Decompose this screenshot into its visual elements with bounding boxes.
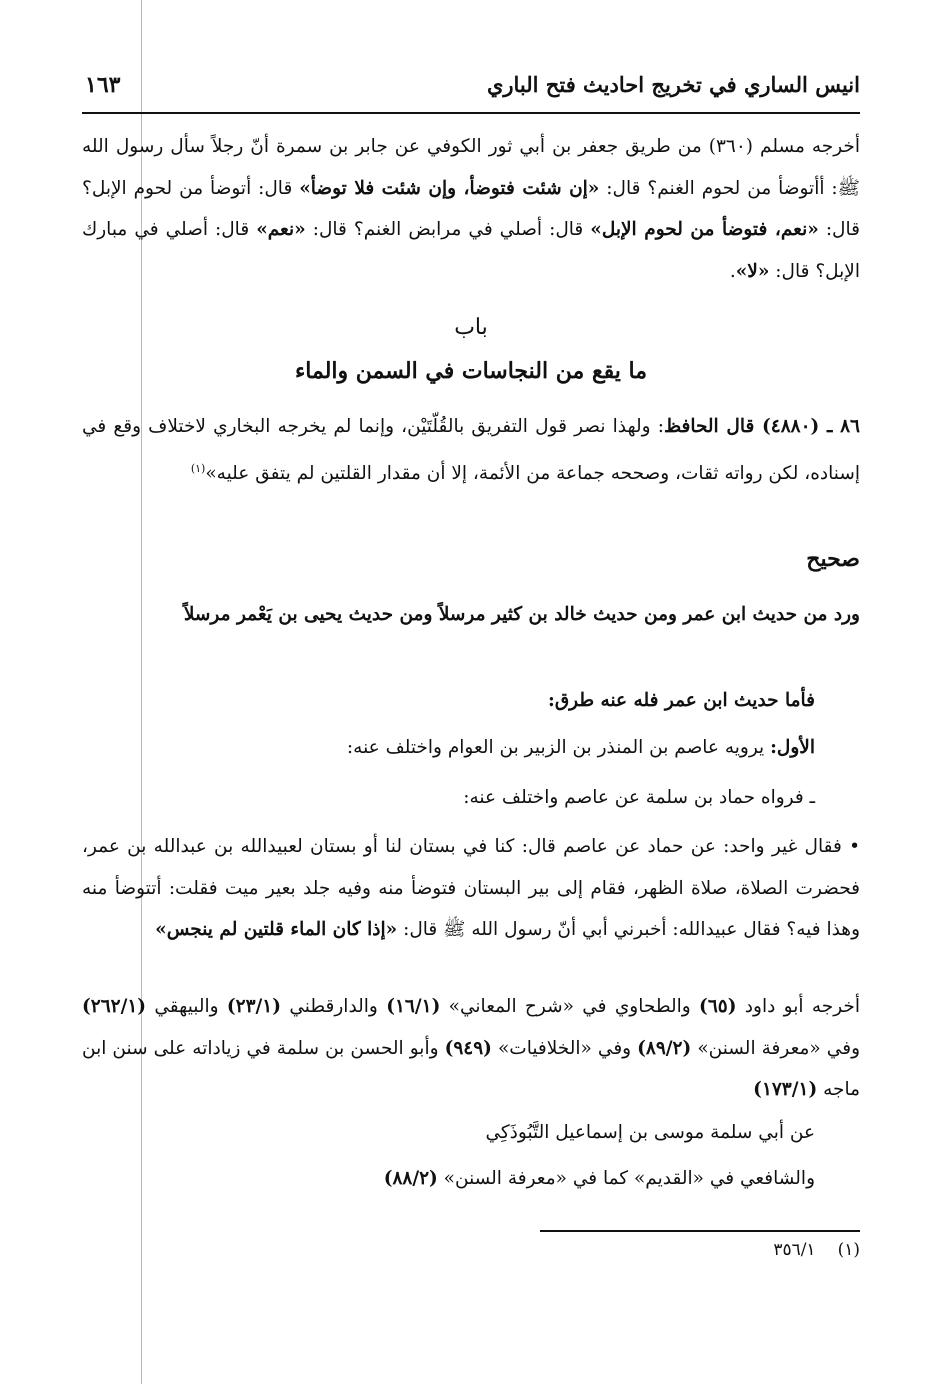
source-ref: (٢٣/١): [226, 996, 282, 1017]
first-way-text: يرويه عاصم بن المنذر بن الزبير بن العوام واختلف عنه:: [346, 737, 771, 758]
grade-heading: صحيح: [806, 546, 860, 572]
hadith-paragraph: [82, 406, 860, 494]
source-ref: (١٦/١): [386, 996, 441, 1017]
page-number: ١٦٣: [85, 72, 121, 98]
hammad-line: ـ فرواه حماد بن سلمة عن عاصم واختلف عنه:: [463, 787, 815, 808]
source-ref: (١٧٣/١): [753, 1079, 818, 1100]
footnote: [773, 1240, 860, 1260]
hadith-quote: «لا»: [735, 260, 770, 282]
paragraph-text: وفي «معرفة السنن»: [691, 1037, 861, 1059]
shafii-line: [82, 1158, 815, 1200]
paragraph-text: قال: أصلي في مبارك الإبل؟ قال:: [82, 219, 860, 282]
ibn-umar-heading: فأما حديث ابن عمر فله عنه طرق:: [548, 690, 815, 711]
paragraph-text: .: [729, 260, 736, 282]
hadith-number-label: ٨٦ ـ (٤٨٨٠) قال الحافظ: [663, 416, 860, 437]
takhrij-paragraph: [82, 986, 860, 1111]
paragraph-text: أخرجه مسلم (٣٦٠) من طريق جعفر بن أبي ثور الكوفي عن جابر بن سمرة أنّ رجلاً سأل رسول الله ﷺ: أأتوضأ من لحوم الغنم؟ قال:: [82, 136, 860, 199]
footnote-text: ٣٥٦/١: [773, 1240, 816, 1260]
paragraph-text: والطحاوي في «شرح المعاني»: [440, 996, 700, 1017]
takhrij-muslim-paragraph: [82, 126, 860, 292]
header-rule: [82, 112, 860, 114]
source-ref: (٢٦٢/١): [82, 996, 147, 1017]
book-title: انيس الساري في تخريج احاديث فتح الباري: [486, 72, 860, 97]
source-ref: (٨٩/٢): [637, 1037, 692, 1059]
source-ref: (٩٤٩): [444, 1037, 492, 1059]
bullet-text: • فقال غير واحد: عن حماد عن عاصم قال: كنا في بستان لنا أو بستان لعبيدالله بن عبدالله بن عمر، فحضرت الصلاة، صلاة الظهر، فقام إلى بير البستان فتوضأ منه وفيه جلد بعير ميت فقلت: أتتوضأ منه وهذا فيه؟ فقال عبيدالله: أخبرني أبي أنّ رسول الله ﷺ قال:: [82, 836, 860, 940]
first-way-line: [82, 727, 815, 769]
hadith-quote: «نعم»: [256, 219, 306, 240]
paragraph-text: قال: أتوضأ من لحوم الإبل؟ قال:: [82, 177, 860, 240]
shafii-text: والشافعي في «القديم» كما في «معرفة السنن»: [437, 1168, 815, 1189]
paragraph-text: والبيهقي: [146, 996, 227, 1017]
paragraph-text: وأبو الحسن بن سلمة في زياداته على سنن ابن ماجه: [82, 1037, 860, 1100]
source-ref: (٦٥): [699, 996, 737, 1017]
hadith-quote: «نعم، فتوضأ من لحوم الإبل»: [590, 219, 819, 240]
bullet-paragraph: [82, 826, 860, 951]
footnote-ref: (١): [190, 461, 206, 475]
first-way-label: الأول:: [770, 737, 815, 758]
abu-salama-line: عن أبي سلمة موسى بن إسماعيل التَّبُوذَكِي: [485, 1122, 815, 1143]
hadith-quote: «إن شئت فتوضأ، وإن شئت فلا توضأ»: [299, 177, 600, 199]
hadith-quote: «إذا كان الماء قلتين لم ينجس»: [155, 919, 398, 940]
paragraph-text: والدارقطني: [281, 996, 387, 1017]
bab-heading: باب: [454, 315, 488, 340]
paragraph-text: قال: أصلي في مرابض الغنم؟ قال:: [305, 219, 591, 240]
footnote-rule: [540, 1230, 860, 1232]
narrations-summary: ورد من حديث ابن عمر ومن حديث خالد بن كثير مرسلاً ومن حديث يحيى بن يَعْمر مرسلاً: [183, 604, 860, 625]
footnote-number: (١): [837, 1240, 860, 1260]
hadith-text: : ولهذا نصر قول التفريق بالقُلّتَيْن، وإنما لم يخرجه البخاري لاختلاف وقع في إسناده، لكن رواته ثقات، وصححه جماعة من الأئمة، إلا أن مقدار القلتين لم يتفق عليه»: [82, 416, 860, 484]
source-ref: (٨٨/٢): [383, 1168, 438, 1189]
paragraph-text: أخرجه أبو داود: [736, 996, 860, 1017]
chapter-title: ما يقع من النجاسات في السمن والماء: [294, 358, 648, 384]
paragraph-text: وفي «الخلافيات»: [491, 1037, 638, 1059]
